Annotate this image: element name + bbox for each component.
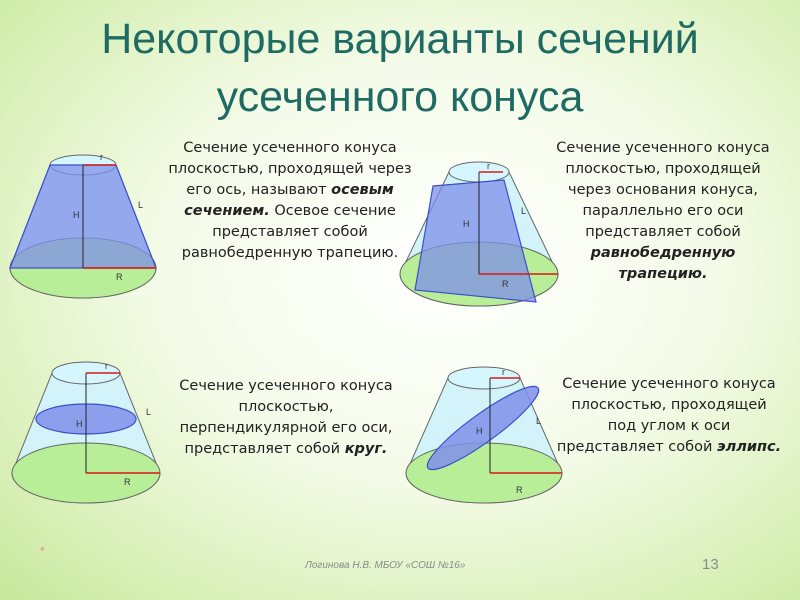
label-big-r: R: [124, 477, 131, 487]
cone-axial-section-diagram: [10, 150, 160, 300]
label-h: H: [476, 426, 483, 436]
label-h: H: [76, 419, 83, 429]
circle-section-description: Сечение усеченного конуса плоскостью, перпендикулярной его оси, представляет собой круг.: [179, 378, 393, 457]
cone-parallel-section-diagram: [400, 150, 560, 310]
label-big-r: R: [116, 272, 123, 282]
circle-section-term: круг.: [344, 441, 388, 457]
ellipse-section-description: Сечение усеченного конуса плоскостью, проходящей под углом к оси представляет собой эллипс.: [556, 376, 782, 455]
label-r: r: [487, 161, 490, 171]
cone-circle-section-diagram: [12, 355, 172, 515]
label-h: H: [73, 210, 80, 220]
cone-ellipse-section-diagram: [406, 360, 566, 520]
label-r: r: [502, 367, 505, 377]
footer-star: *: [40, 544, 45, 558]
label-big-r: R: [502, 279, 509, 289]
slide-title: [0, 10, 800, 126]
title-line-2: усеченного конуса: [216, 73, 584, 121]
page-number: 13: [702, 556, 719, 573]
parallel-section-term: равнобедренную трапецию.: [590, 245, 736, 282]
label-h: H: [463, 219, 470, 229]
axial-section-description: Сечение усеченного конуса плоскостью, проходящей через его ось, называют осевым сечением. Осевое сечение представляет собой равнобедренную трапецию.: [168, 140, 412, 261]
label-l: L: [536, 416, 542, 426]
label-l: L: [138, 200, 144, 210]
label-r: r: [100, 152, 103, 162]
axial-section-term: осевым сечением.: [184, 182, 394, 219]
parallel-section-description: Сечение усеченного конуса плоскостью, проходящей через основания конуса, параллельно его оси представляет собой равнобедренную трапецию.: [556, 140, 770, 282]
label-l: L: [521, 206, 527, 216]
title-line-1: Некоторые варианты сечений: [101, 15, 699, 63]
label-l: L: [146, 407, 152, 417]
ellipse-section-term: эллипс.: [717, 439, 782, 455]
label-r: r: [105, 361, 108, 371]
footer-author: Логинова Н.В. МБОУ «СОШ №16»: [305, 560, 466, 571]
label-big-r: R: [516, 485, 523, 495]
